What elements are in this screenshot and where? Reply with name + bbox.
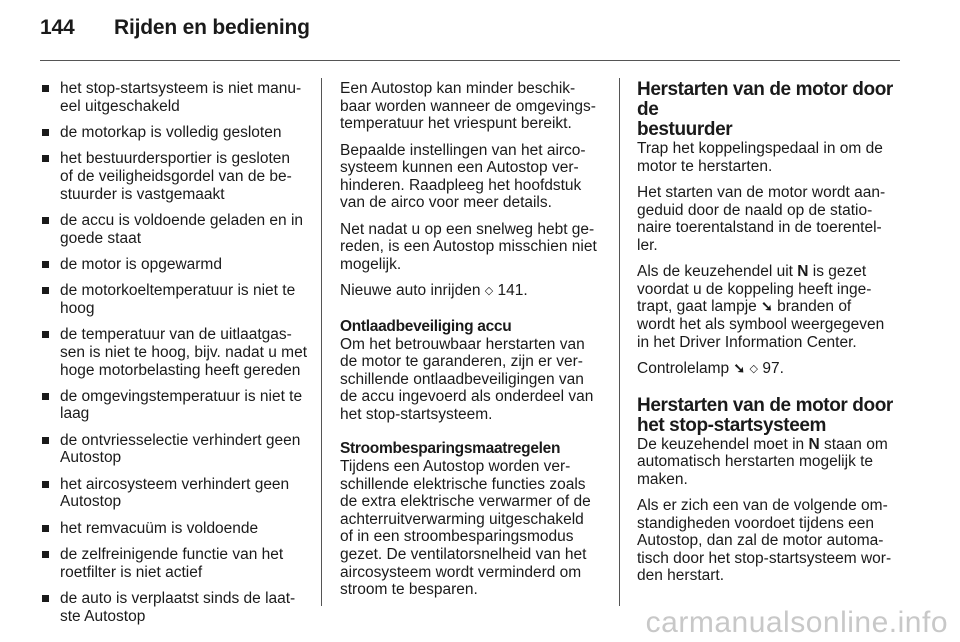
text-line: maken. <box>637 470 688 488</box>
text-line: gezet. De ventilatorsnelheid van het <box>340 546 587 564</box>
text-line: Autostop, dan zal de motor automa- <box>637 532 884 550</box>
text-line: schillende ontlaadbeveiligingen van <box>340 370 584 388</box>
condition-text-line: de omgevingstemperatuur is niet te <box>60 387 303 405</box>
text-line: baar worden wanneer de omgevings- <box>340 97 596 115</box>
paragraph-inrijden <box>340 282 612 301</box>
keuzehendel-text-line2 <box>637 281 871 298</box>
condition-list-item <box>40 282 315 317</box>
text-line: de accu ingevoerd als onderdeel van <box>340 388 594 406</box>
watermark: carmanualsonline.info <box>645 606 948 639</box>
heading-herstarten-bestuurder <box>637 80 907 140</box>
text-line: Net nadat u op een snelweg hebt ge- <box>340 220 595 238</box>
condition-list-item <box>40 388 315 423</box>
header-rule <box>40 60 900 61</box>
section-stroombesparing <box>340 440 612 598</box>
text-line: Een Autostop kan minder beschik- <box>340 80 576 97</box>
condition-list-item <box>40 124 315 142</box>
bullet-square-icon <box>42 287 49 294</box>
text-line: bestuurder <box>637 119 733 140</box>
text-line: Herstarten van de motor door <box>637 394 893 416</box>
page-header <box>40 16 310 40</box>
paragraph-toerenteller <box>637 184 907 254</box>
text-line: Bepaalde instellingen van het airco- <box>340 141 586 159</box>
condition-text-line: Autostop <box>60 449 122 467</box>
condition-text-line: de temperatuur van de uitlaatgas- <box>60 326 292 344</box>
keuzehendel-text-a: Als de keuzehendel uit <box>637 263 793 281</box>
condition-list-item <box>40 256 315 274</box>
autostop-lamp-icon: ➘ <box>733 359 746 376</box>
text-line: het stop-startsysteem <box>637 414 827 436</box>
paragraph-controlelamp <box>637 360 907 379</box>
text-line: wordt het als symbool weergegeven <box>637 315 885 333</box>
section-body-ontlaadbeveiliging <box>340 336 612 424</box>
text-line: achterruitverwarming uitgeschakeld <box>340 510 584 528</box>
text-line: stroom te besparen. <box>340 581 478 599</box>
section-ontlaadbeveiliging <box>340 318 612 424</box>
text-line: automatisch herstarten mogelijk te <box>637 453 874 471</box>
keuzehendel-text-d: branden of <box>777 298 852 316</box>
section-title-stroombesparing: Stroombesparingsmaatregelen <box>340 440 561 458</box>
condition-text-line: het stop-startsysteem is niet manu- <box>60 80 302 97</box>
text-line: Trap het koppelingspedaal in om de <box>637 140 883 157</box>
keuzehendel-n-text-rest <box>637 453 873 488</box>
text-line: aircosysteem wordt verminderd om <box>340 563 582 581</box>
page-number: 144 <box>40 16 75 39</box>
condition-text-line: goede staat <box>60 229 142 247</box>
condition-text-line: de ontvriesselectie verhindert geen <box>60 431 301 449</box>
paragraph-highway <box>340 221 612 274</box>
text-line: systeem kunnen een Autostop ver- <box>340 159 579 177</box>
text-line: of in een stroombesparingsmodus <box>340 528 574 546</box>
condition-list-item <box>40 520 315 538</box>
paragraph-koppeling <box>637 140 907 175</box>
paragraph-keuzehendel <box>637 263 907 351</box>
condition-list-item <box>40 326 315 379</box>
keuzehendel-n-text-a: De keuzehendel moet in <box>637 435 805 453</box>
condition-text-line: het remvacuüm is voldoende <box>60 519 259 537</box>
condition-list-item <box>40 546 315 581</box>
text-line: voordat u de koppeling heeft inge- <box>637 280 872 298</box>
text-line: van de airco voor meer details. <box>340 194 552 212</box>
bullet-square-icon <box>42 481 49 488</box>
bullet-square-icon <box>42 129 49 136</box>
autostop-lamp-icon: ➘ <box>761 298 773 315</box>
paragraph-airco <box>340 142 612 212</box>
reference-arrow-icon: ◇ <box>749 362 759 375</box>
bullet-square-icon <box>42 551 49 558</box>
condition-text-line: of de veiligheidsgordel van de be- <box>60 167 292 185</box>
text-line: naire toerentalstand in de toerentel- <box>637 219 882 237</box>
column-herstarten <box>637 80 907 594</box>
paragraph-keuzehendel-n <box>637 436 907 489</box>
condition-text-line: de zelfreinigende functie van het <box>60 546 284 564</box>
condition-list-item <box>40 80 315 115</box>
condition-text-line: Autostop <box>60 493 122 511</box>
column-conditions <box>40 80 315 634</box>
section-title-ontlaadbeveiliging: Ontlaadbeveiliging accu <box>340 317 512 335</box>
keuzehendel-n-text-b: staan om <box>824 435 888 453</box>
condition-text-line: ste Autostop <box>60 607 146 625</box>
condition-text-line: hoog <box>60 299 95 317</box>
reference-arrow-icon: ◇ <box>484 285 494 298</box>
controlelamp-page-link[interactable]: 97. <box>762 359 784 377</box>
condition-text-line: laag <box>60 405 90 423</box>
bullet-square-icon <box>42 261 49 268</box>
controlelamp-text: Controlelamp <box>637 359 730 377</box>
keuzehendel-text-b: is gezet <box>812 263 867 281</box>
condition-text-line: de motor is opgewarmd <box>60 255 222 273</box>
condition-text-line: roetfilter is niet actief <box>60 563 203 581</box>
condition-text-line: de motorkoeltemperatuur is niet te <box>60 282 296 300</box>
text-line: Tijdens een Autostop worden ver- <box>340 458 571 476</box>
column-divider-1 <box>321 78 322 606</box>
page-title: Rijden en bediening <box>114 16 310 39</box>
bullet-square-icon <box>42 331 49 338</box>
text-line: Herstarten van de motor door de <box>637 79 893 120</box>
condition-list-item <box>40 150 315 203</box>
bullet-square-icon <box>42 217 49 224</box>
bullet-square-icon <box>42 393 49 400</box>
text-line: motor te herstarten. <box>637 157 773 175</box>
text-line: hinderen. Raadpleeg het hoofdstuk <box>340 176 582 194</box>
inrijden-text: Nieuwe auto inrijden <box>340 282 481 300</box>
condition-text-line: het aircosysteem verhindert geen <box>60 475 290 493</box>
paragraph-automatisch-herstart <box>637 497 907 585</box>
text-line: ler. <box>637 236 658 254</box>
text-line: tisch door het stop-startsysteem wor- <box>637 549 892 567</box>
heading-herstarten-systeem <box>637 396 907 436</box>
condition-list <box>40 80 315 625</box>
condition-text-line: eel uitgeschakeld <box>60 97 180 115</box>
neutral-symbol: N <box>797 263 809 281</box>
text-line: het stop-startsysteem. <box>340 405 493 423</box>
text-line: standigheden voordoet tijdens een <box>637 514 874 532</box>
condition-text-line: de motorkap is volledig gesloten <box>60 123 282 141</box>
condition-text-line: de accu is voldoende geladen en in <box>60 211 304 229</box>
bullet-square-icon <box>42 437 49 444</box>
text-line: de motor te garanderen, zijn er ver- <box>340 353 583 371</box>
text-line: de extra elektrische verwarmer of de <box>340 493 591 511</box>
condition-text-line: hoge motorbelasting heeft gereden <box>60 361 301 379</box>
text-line: Om het betrouwbaar herstarten van <box>340 335 585 353</box>
bullet-square-icon <box>42 155 49 162</box>
condition-text-line: stuurder is vastgemaakt <box>60 185 225 203</box>
text-line: mogelijk. <box>340 255 402 273</box>
condition-list-item <box>40 590 315 625</box>
inrijden-page-link[interactable]: 141. <box>497 282 528 300</box>
condition-list-item <box>40 476 315 511</box>
keuzehendel-text-rest <box>637 316 884 351</box>
condition-text-line: het bestuurdersportier is gesloten <box>60 150 291 168</box>
text-line: schillende elektrische functies zoals <box>340 475 586 493</box>
condition-text-line: de auto is verplaatst sinds de laat- <box>60 590 296 608</box>
text-line: temperatuur het vriespunt bereikt. <box>340 115 572 133</box>
text-line: geduid door de naald op de statio- <box>637 201 873 219</box>
paragraph-temperature <box>340 80 612 133</box>
section-body-stroombesparing <box>340 458 612 599</box>
bullet-square-icon <box>42 525 49 532</box>
text-line: reden, is een Autostop misschien niet <box>340 238 597 256</box>
column-autostop <box>340 80 612 608</box>
condition-list-item <box>40 212 315 247</box>
column-divider-2 <box>619 78 620 606</box>
condition-list-item <box>40 432 315 467</box>
bullet-square-icon <box>42 595 49 602</box>
text-line: den herstart. <box>637 567 725 585</box>
text-line: in het Driver Information Center. <box>637 333 857 351</box>
keuzehendel-text-c: trapt, gaat lampje <box>637 298 757 316</box>
text-line: Het starten van de motor wordt aan- <box>637 183 886 201</box>
text-line: Als er zich een van de volgende om- <box>637 497 888 515</box>
neutral-symbol: N <box>808 435 820 453</box>
bullet-square-icon <box>42 85 49 92</box>
condition-text-line: sen is niet te hoog, bijv. nadat u met <box>60 343 308 361</box>
